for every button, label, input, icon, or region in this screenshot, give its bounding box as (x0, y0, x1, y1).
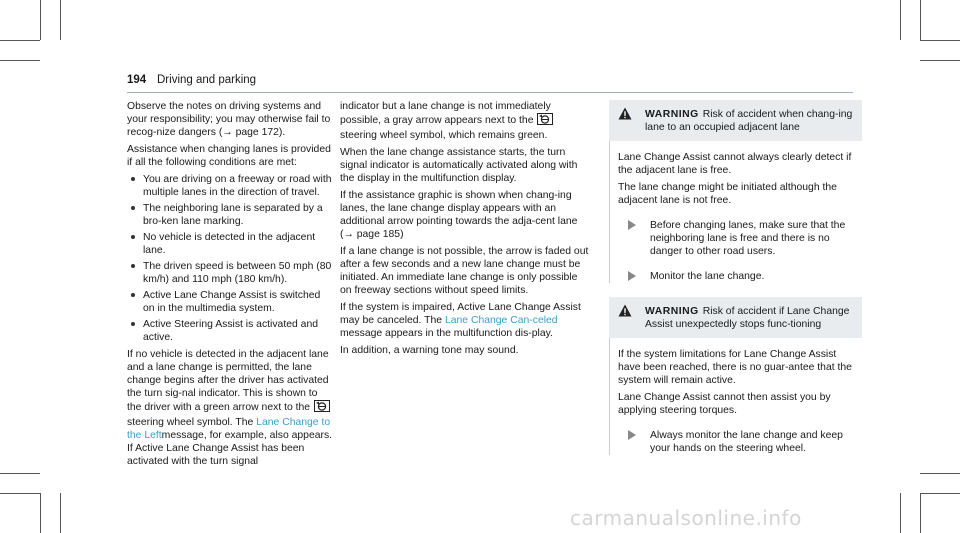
warning-box (609, 100, 862, 283)
conditions-list (127, 173, 333, 344)
steering-wheel-icon (537, 113, 553, 129)
paragraph: Observe the notes on driving systems and your responsibility; you may otherwise fail to recog-nize dangers (→ page 172). (127, 101, 331, 138)
crop-mark (0, 473, 40, 474)
crop-mark (920, 60, 960, 61)
list-item: No vehicle is detected in the adjacent lane. (127, 231, 333, 257)
warning-heading: Risk of accident when chang-ing lane to an occupied adjacent lane (645, 109, 853, 133)
crop-mark (920, 40, 960, 41)
crop-mark (920, 493, 921, 533)
crop-mark (0, 493, 40, 494)
action-step: Monitor the lane change. (618, 270, 854, 283)
paragraph: If no vehicle is detected in the adjacent lane and a lane change is permitted, the lane change begins after the driver has activated the turn sig-nal indicator. This is shown to the driver with a green arrow next to the steering wheel symbol. The Lane Change to the Leftmessage, for example, also appears. If Active Lane Change Assist has been activated with the turn signal (127, 349, 333, 467)
page-number: 194 (127, 74, 147, 86)
paragraph: Lane Change Assist cannot always clearly detect if the adjacent lane is free. (618, 152, 852, 176)
column-middle (340, 100, 590, 361)
warning-triangle-icon (618, 107, 632, 124)
watermark: carmanualsonline.info (570, 506, 802, 530)
paragraph: If a lane change is not possible, the arrow is faded out after a few seconds and a new lane change must be initiated. An immediate lane change is only possible on freeway sections without speed limits. (340, 246, 589, 296)
list-item: The neighboring lane is separated by a bro-ken lane marking. (127, 202, 333, 228)
paragraph: The lane change might be initiated although the adjacent lane is not free. (618, 182, 837, 206)
display-message: Lane Change to the Left (127, 417, 331, 441)
warning-body (609, 141, 862, 283)
warning-box (609, 297, 862, 455)
action-arrow-icon (628, 220, 636, 234)
steering-wheel-icon (314, 400, 330, 416)
action-arrow-icon (628, 430, 636, 444)
crop-mark (60, 493, 61, 533)
action-step: Before changing lanes, make sure that the neighboring lane is free and there is no danger to other road users. (618, 219, 854, 258)
crop-mark (900, 0, 901, 40)
page-header (127, 74, 853, 88)
crop-mark (40, 0, 41, 40)
display-message: Lane Change Can-celed (444, 315, 558, 326)
crop-mark (920, 473, 960, 474)
crop-mark (920, 493, 960, 494)
list-item: The driven speed is between 50 mph (80 km/h) and 110 mph (180 km/h). (127, 260, 333, 286)
list-item: You are driving on a freeway or road with multiple lanes in the direction of travel. (127, 173, 333, 199)
paragraph: If the system limitations for Lane Change Assist have been reached, there is no guar-antee that the system will remain active. (618, 349, 852, 386)
warning-header (609, 297, 862, 338)
paragraph: When the lane change assistance starts, the turn signal indicator is automatically activated along with the display in the multifunction display. (340, 147, 578, 184)
warning-label: WARNING (645, 306, 699, 317)
paragraph: If the assistance graphic is shown when chang-ing lanes, the lane change display appears with an additional arrow pointing towards the adja-cent lane (→ page 185) (340, 190, 578, 240)
warning-triangle-icon (618, 304, 632, 321)
header-divider (127, 92, 853, 93)
paragraph: indicator but a lane change is not immediately possible, a gray arrow appears next to the steering wheel symbol, which remains green. (340, 100, 590, 142)
column-left (127, 100, 333, 472)
section-title: Driving and parking (157, 74, 257, 86)
action-arrow-icon (628, 271, 636, 285)
crop-mark (0, 60, 40, 61)
paragraph: If the system is impaired, Active Lane Change Assist may be canceled. The Lane Change Can-celed message appears in the multifunction dis-play. (340, 302, 581, 339)
crop-mark (60, 0, 61, 40)
warning-body (609, 338, 862, 455)
crop-mark (40, 493, 41, 533)
list-item: Active Steering Assist is activated and active. (127, 318, 333, 344)
paragraph: Lane Change Assist cannot then assist you by applying steering torques. (618, 392, 831, 416)
paragraph: Assistance when changing lanes is provided if all the following conditions are met: (127, 144, 331, 168)
crop-mark (900, 493, 901, 533)
warning-heading: Risk of accident if Lane Change Assist unexpectedly stops func-tioning (645, 306, 850, 330)
warning-header (609, 100, 862, 141)
list-item: Active Lane Change Assist is switched on in the multimedia system. (127, 289, 333, 315)
action-step: Always monitor the lane change and keep your hands on the steering wheel. (618, 429, 854, 455)
column-right (609, 100, 862, 469)
paragraph: In addition, a warning tone may sound. (340, 345, 519, 356)
warning-label: WARNING (645, 109, 699, 120)
crop-mark (0, 40, 40, 41)
crop-mark (920, 0, 921, 40)
